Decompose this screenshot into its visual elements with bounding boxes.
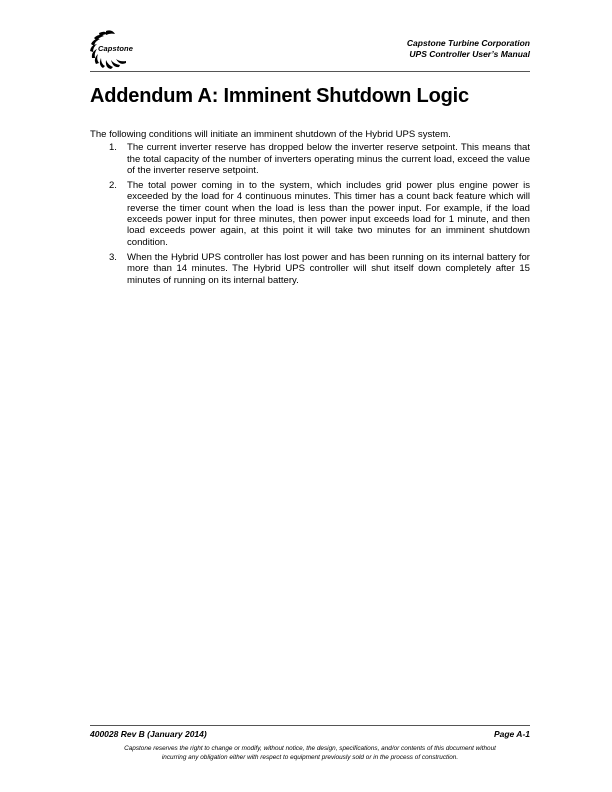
header-divider: [90, 71, 530, 72]
list-item: [90, 142, 530, 176]
disclaimer-line: Capstone reserves the right to change or modify, without notice, the design, specifications, and/or contents of this document without: [124, 745, 496, 752]
document-id: 400028 Rev B (January 2014): [90, 729, 207, 739]
manual-title: UPS Controller User’s Manual: [409, 48, 530, 59]
logo-wordmark: Capstone: [98, 44, 133, 53]
page-number: Page A-1: [493, 729, 530, 739]
body-content: [90, 129, 530, 290]
list-item: [90, 252, 530, 286]
page-title: Addendum A: Imminent Shutdown Logic: [90, 85, 469, 107]
footer-disclaimer: [80, 744, 540, 762]
list-item-text: The current inverter reserve has dropped below the inverter reserve setpoint. This means that the total capacity of the number of inverters operating minus the current load, exceed the value of the inverter reserve setpoint.: [127, 142, 530, 176]
list-item-number: 1.: [109, 142, 117, 154]
company-name: Capstone Turbine Corporation: [406, 38, 530, 48]
list-item-text: When the Hybrid UPS controller has lost power and has been running on its internal battery for more than 14 minutes. The Hybrid UPS controller will shut itself down completely after 15 minutes of running on its internal battery.: [127, 251, 530, 286]
intro-paragraph: The following conditions will initiate an imminent shutdown of the Hybrid UPS system.: [90, 129, 451, 140]
list-item: [90, 180, 530, 248]
list-item-number: 2.: [109, 180, 117, 192]
running-header: [407, 38, 530, 59]
footer-divider: [90, 725, 530, 726]
capstone-logo: [86, 28, 146, 70]
disclaimer-line: incurring any obligation either with respect to equipment previously sold or in the process of construction.: [161, 754, 459, 761]
list-item-number: 3.: [109, 251, 117, 263]
conditions-list: [90, 142, 530, 286]
list-item-text: The total power coming in to the system, which includes grid power plus engine power is exceeded by the load for 4 continuous minutes. This timer has a count back feature which will reverse the timer count when the load is less than the power input. For example, if the load exceeds power input for three minutes, then power input exceeds load for 1 minute, and then load exceeds power again, at this point it will take two minutes for an imminent shutdown condition.: [127, 180, 530, 248]
